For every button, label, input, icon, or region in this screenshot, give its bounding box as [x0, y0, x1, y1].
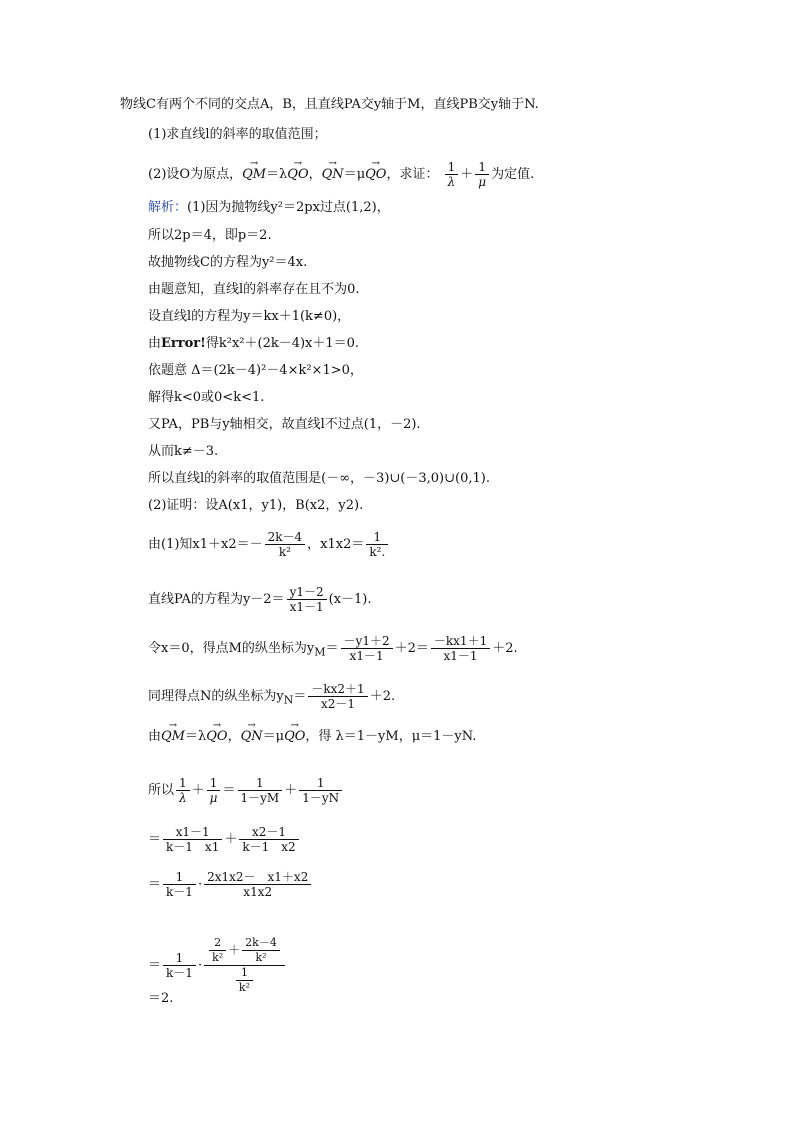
solution-line-12: (2)证明：设A(x1，y1)，B(x2，y2). — [148, 498, 364, 513]
fraction-product: $\frac{1}{\text{k².}}$ — [366, 530, 388, 559]
fraction-yn: $\frac{-kx2+1}{x2-1}$ — [308, 682, 367, 711]
solution-line-13: 由(1)知x1＋x2＝－ $\frac{2k-4}{\text{k²}}$ ，x1x2＝ $\frac{1}{\text{k².}}$ — [148, 530, 390, 559]
fraction-sum: $\frac{2k-4}{\text{k²}}$ — [265, 530, 306, 559]
fraction-one-over-mu: $\frac{1}{\mu}$ — [475, 160, 489, 189]
fraction-ym-1: $\frac{-y1+2}{x1-1}$ — [341, 634, 393, 663]
solution-line-4: 由题意知，直线l的斜率存在且不为0. — [148, 282, 360, 297]
solution-line-2: 所以2p＝4，即p＝2. — [148, 228, 272, 243]
solution-line-16: 同理得点N的纵坐标为$y_N=$ $\frac{-kx2+1}{x2-1}$ ＋2. — [148, 682, 396, 711]
error-marker: Error! — [161, 336, 206, 351]
problem-part1: (1)求直线l的斜率的取值范围； — [148, 127, 327, 142]
solution-line-5: 设直线l的方程为y＝kx＋1(k≠0)， — [148, 309, 351, 324]
solution-line-17: 由→ QM＝λ→ QO，→ QN＝μ→ QO，得 λ＝1－yM，μ＝1－yN. — [148, 728, 476, 746]
solution-line-8: 解得k<0或0<k<1. — [148, 390, 265, 405]
fraction-ym-2: $\frac{-kx1+1}{x1-1}$ — [431, 634, 490, 663]
solution-line-18: 所以 $\frac{1}{\lambda}$ ＋ $\frac{1}{\mu}$ ＝ $\frac{1}{1-yM}$ ＋ $\frac{1}{1-yN}$ — [148, 776, 344, 805]
solution-line-11: 所以直线l的斜率的取值范围是(－∞，－3)∪(－3,0)∪(0,1). — [148, 471, 490, 486]
problem-intro: 物线C有两个不同的交点A，B，且直线PA交y轴于M，直线PB交y轴于N. — [120, 97, 539, 112]
solution-line-19: ＝ $\frac{x1-1}{k-1 x1}$ ＋ $\frac{x2-1}{k-1 x2}$ — [148, 825, 301, 854]
solution-line-3: 故抛物线C的方程为y²＝4x. — [148, 255, 308, 270]
solution-line-7: 依题意 Δ＝(2k－4)²－4×k²×1>0， — [148, 363, 363, 378]
solution-line-1: 解析：(1)因为抛物线y²＝2px过点(1,2)， — [148, 200, 390, 215]
solution-line-14: 直线PA的方程为y－2＝ $\frac{y1-2}{x1-1}$ (x－1). — [148, 585, 372, 614]
solution-line-15: 令x＝0，得点M的纵坐标为$y_M=$ $\frac{-y1+2}{x1-1}$ ＋2＝ $\frac{-kx1+1}{x1-1}$ ＋2. — [148, 634, 518, 663]
solution-line-9: 又PA，PB与y轴相交，故直线l不过点(1，－2). — [148, 417, 421, 432]
solution-line-20: ＝ $\frac{1}{k-1}$ · $\frac{2x1x2- x1+x2}{x1x2}$ — [148, 870, 313, 899]
solution-line-21: ＝ $\frac{1}{k-1}$ · $\frac{2}{\text{k²}}$ ＋ $\frac{2k-4}{\text{k²}}$ $\frac{1}{\text{k²}}$ — [148, 936, 287, 995]
fraction-slope-pa: $\frac{y1-2}{x1-1}$ — [287, 585, 327, 614]
solution-line-22: ＝2. — [148, 991, 174, 1006]
solution-line-6: 由Error!得k²x²＋(2k－4)x＋1＝0. — [148, 336, 360, 351]
fraction-one-over-lambda: $\frac{1}{\lambda}$ — [445, 160, 459, 189]
solution-line-10: 从而k≠－3. — [148, 444, 219, 459]
solution-label: 解析： — [148, 200, 188, 215]
problem-part2: (2)设O为原点，→ QM＝λ→ QO，→ QN＝μ→ QO，求证： $\frac{1}{\lambda}$ ＋ $\frac{1}{\mu}$ 为定值. — [148, 160, 534, 189]
compound-fraction: $\frac{2}{\text{k²}}$ ＋ $\frac{2k-4}{\text{k²}}$ $\frac{1}{\text{k²}}$ — [204, 936, 285, 995]
